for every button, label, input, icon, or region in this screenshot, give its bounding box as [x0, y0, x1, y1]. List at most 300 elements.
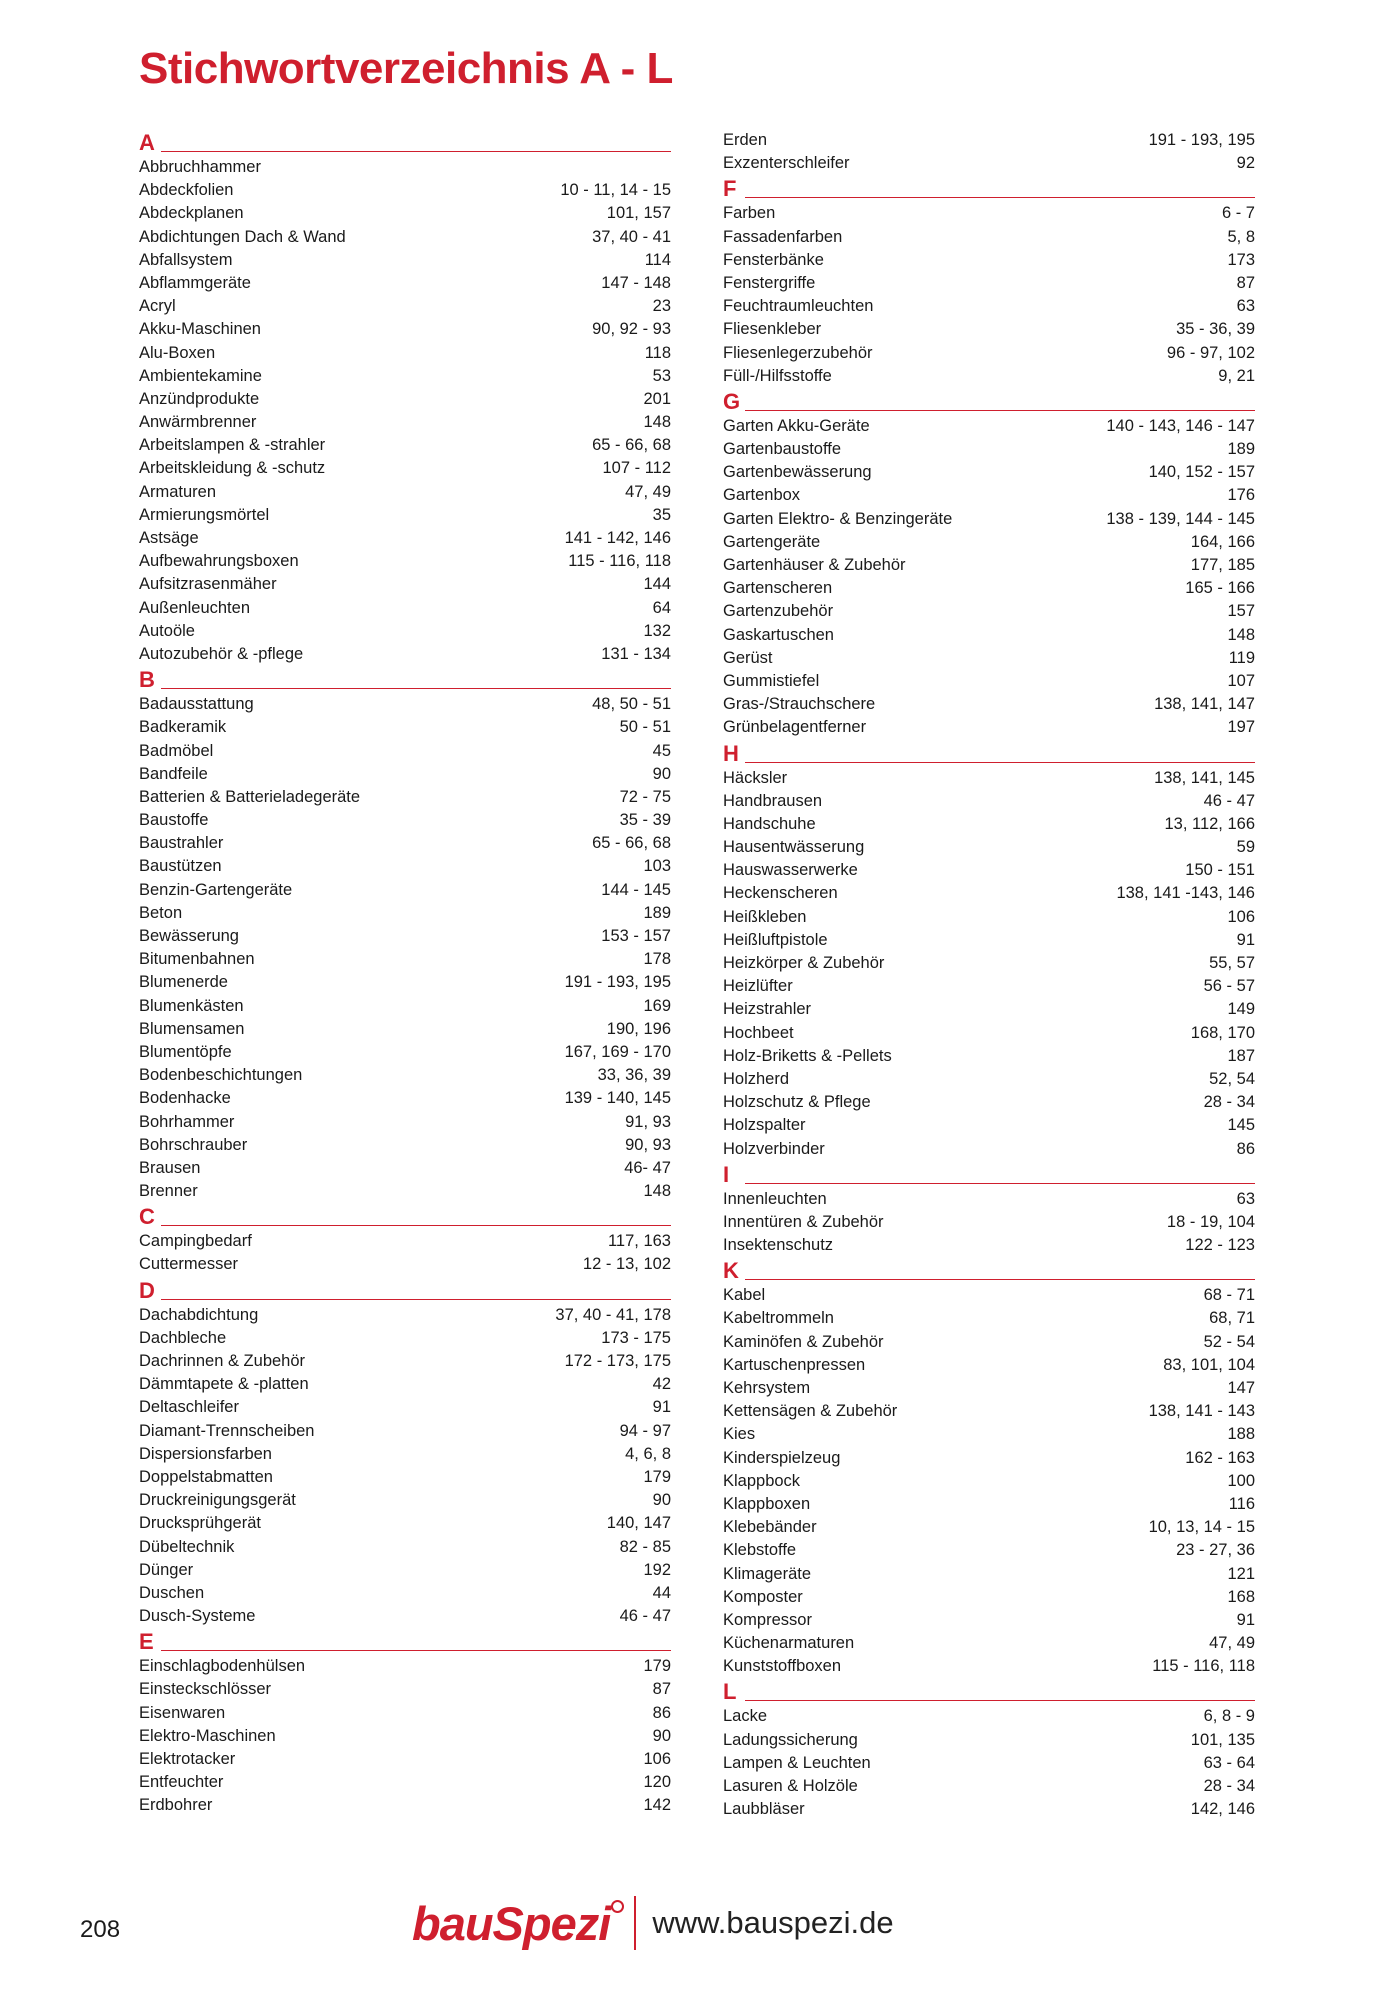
index-entry — [723, 1045, 1255, 1068]
section-header-g — [723, 388, 1255, 413]
index-pages: 23 — [652, 297, 671, 316]
index-pages: 148 — [643, 413, 671, 432]
index-entry — [139, 1134, 671, 1157]
index-pages: 145 — [1227, 1116, 1255, 1135]
index-term: Acryl — [139, 297, 176, 316]
index-pages: 187 — [1227, 1046, 1255, 1065]
index-pages: 179 — [643, 1657, 671, 1676]
index-pages: 35 - 39 — [619, 811, 671, 830]
index-pages: 148 — [643, 1182, 671, 1201]
index-entry — [139, 295, 671, 318]
index-entry — [723, 295, 1255, 318]
index-pages: 90 — [652, 764, 671, 783]
index-pages: 189 — [643, 903, 671, 922]
index-term: Bodenhacke — [139, 1089, 231, 1108]
index-entry — [139, 716, 671, 739]
index-term: Bitumenbahnen — [139, 950, 255, 969]
index-pages: 68, 71 — [1209, 1309, 1255, 1328]
index-entry — [139, 902, 671, 925]
index-entry — [723, 1068, 1255, 1091]
index-entry — [139, 1489, 671, 1512]
index-term: Autozubehör & -pflege — [139, 644, 304, 663]
index-entry — [723, 952, 1255, 975]
index-entry — [723, 624, 1255, 647]
index-pages: 147 - 148 — [601, 273, 671, 292]
index-term: Kinderspielzeug — [723, 1448, 841, 1467]
index-pages: 91 — [1236, 1610, 1255, 1629]
index-pages: 106 — [643, 1750, 671, 1768]
index-pages: 139 - 140, 145 — [564, 1089, 671, 1108]
index-entry — [723, 318, 1255, 341]
index-term: Abflammgeräte — [139, 273, 251, 292]
index-term: Gaskartuschen — [723, 625, 834, 644]
index-pages: 168 — [1227, 1587, 1255, 1606]
brand-url: www.bauspezi.de — [652, 1905, 894, 1940]
index-entry — [139, 1018, 671, 1041]
index-term: Arbeitskleidung & -schutz — [139, 459, 326, 478]
index-term: Lampen & Leuchten — [723, 1753, 871, 1772]
index-entry — [139, 643, 671, 666]
index-pages: 122 - 123 — [1185, 1236, 1255, 1255]
index-pages: 140, 152 - 157 — [1148, 463, 1255, 482]
index-term: Kies — [723, 1425, 756, 1444]
index-entry — [723, 1377, 1255, 1400]
index-pages: 121 — [1227, 1564, 1255, 1583]
index-term: Kettensägen & Zubehör — [723, 1402, 898, 1421]
index-entry — [139, 226, 671, 249]
section-letter: D — [139, 1277, 155, 1303]
index-pages: 116 — [1228, 1494, 1255, 1513]
index-term: Erden — [723, 131, 768, 149]
index-term: Bandfeile — [139, 764, 208, 783]
index-term: Ladungssicherung — [723, 1730, 858, 1749]
index-entry — [723, 813, 1255, 836]
index-entry — [723, 1091, 1255, 1114]
index-pages: 103 — [643, 857, 671, 876]
index-term: Abdeckplanen — [139, 204, 244, 223]
index-entry — [139, 1087, 671, 1110]
index-term: Diamant-Trennscheiben — [139, 1421, 315, 1440]
section-letter: E — [139, 1629, 154, 1655]
index-pages: 140 - 143, 146 - 147 — [1106, 416, 1255, 435]
index-term: Dispersionsfarben — [139, 1444, 272, 1463]
index-pages: 46 - 47 — [619, 1607, 671, 1626]
index-term: Kartuschenpressen — [723, 1355, 866, 1374]
index-term: Akku-Maschinen — [139, 320, 261, 339]
index-term: Fenstergriffe — [723, 273, 816, 292]
index-pages: 191 - 193, 195 — [1148, 131, 1255, 149]
index-term: Gartengeräte — [723, 532, 821, 551]
index-entry — [723, 1752, 1255, 1775]
index-entry — [139, 1466, 671, 1489]
index-pages: 37, 40 - 41 — [592, 227, 671, 246]
index-pages: 138, 141, 145 — [1154, 768, 1255, 787]
section-letter: B — [139, 667, 155, 693]
index-pages: 82 - 85 — [619, 1537, 671, 1556]
index-term: Elektrotacker — [139, 1750, 236, 1768]
index-column-right — [723, 129, 1255, 1821]
index-pages: 28 - 34 — [1203, 1777, 1255, 1795]
index-entry — [139, 411, 671, 434]
section-divider — [745, 197, 1255, 198]
index-term: Bohrschrauber — [139, 1135, 248, 1154]
index-pages: 86 — [1236, 1139, 1255, 1158]
index-term: Klimageräte — [723, 1564, 812, 1583]
index-term: Kaminöfen & Zubehör — [723, 1332, 884, 1351]
index-entry — [723, 1729, 1255, 1752]
index-term: Heizlüfter — [723, 977, 793, 996]
section-divider — [745, 1183, 1255, 1184]
index-entry — [139, 179, 671, 202]
index-entry — [723, 1705, 1255, 1728]
index-term: Aufsitzrasenmäher — [139, 575, 277, 594]
index-entry — [723, 906, 1255, 929]
index-term: Alu-Boxen — [139, 343, 216, 362]
index-pages: 142 — [643, 1796, 671, 1815]
index-pages: 157 — [1227, 602, 1255, 621]
index-pages: 138, 141, 147 — [1154, 695, 1255, 714]
index-term: Gartenbox — [723, 486, 801, 505]
index-term: Heckenscheren — [723, 884, 838, 903]
index-pages: 4, 6, 8 — [625, 1444, 671, 1463]
section-divider — [161, 1299, 671, 1300]
index-term: Insektenschutz — [723, 1236, 834, 1255]
section-header-e — [139, 1628, 671, 1653]
index-column-left — [139, 129, 671, 1818]
index-term: Fliesenkleber — [723, 320, 822, 339]
index-pages: 65 - 66, 68 — [592, 436, 671, 455]
index-entry — [139, 1702, 671, 1725]
index-pages: 5, 8 — [1227, 227, 1255, 246]
index-pages: 191 - 193, 195 — [564, 973, 671, 992]
index-entry — [139, 693, 671, 716]
index-entry — [139, 1253, 671, 1276]
index-pages: 65 - 66, 68 — [592, 834, 671, 853]
index-term: Holzverbinder — [723, 1139, 825, 1158]
index-entry — [723, 1423, 1255, 1446]
index-pages: 52, 54 — [1209, 1069, 1255, 1088]
index-pages: 90, 93 — [625, 1135, 671, 1154]
index-entry — [723, 1493, 1255, 1516]
index-entry — [723, 1609, 1255, 1632]
index-entry — [723, 767, 1255, 790]
index-pages: 72 - 75 — [619, 787, 671, 806]
logo-divider — [634, 1896, 636, 1950]
index-term: Handbrausen — [723, 791, 823, 810]
index-entry — [723, 1447, 1255, 1470]
index-entry — [139, 249, 671, 272]
index-pages: 172 - 173, 175 — [564, 1352, 671, 1370]
section-divider — [745, 1279, 1255, 1280]
index-term: Hochbeet — [723, 1023, 794, 1042]
index-term: Lasuren & Holzöle — [723, 1777, 858, 1795]
index-term: Badkeramik — [139, 718, 227, 737]
index-pages: 189 — [1227, 440, 1255, 459]
index-term: Hauswasserwerke — [723, 861, 858, 880]
index-term: Dusch-Systeme — [139, 1607, 256, 1626]
index-term: Drucksprühgerät — [139, 1514, 261, 1533]
page-number: 208 — [80, 1916, 121, 1943]
index-entry — [723, 1234, 1255, 1257]
index-entry — [723, 670, 1255, 693]
index-pages: 165 - 166 — [1185, 579, 1255, 598]
index-pages: 47, 49 — [625, 482, 671, 501]
index-entry — [723, 836, 1255, 859]
index-term: Einschlagbodenhülsen — [139, 1657, 306, 1676]
index-entry — [723, 1138, 1255, 1161]
index-pages: 53 — [652, 366, 671, 385]
index-term: Grünbelagentferner — [723, 718, 867, 737]
section-header-f — [723, 175, 1255, 200]
index-pages: 162 - 163 — [1185, 1448, 1255, 1467]
index-entry — [139, 1180, 671, 1203]
index-term: Bewässerung — [139, 927, 239, 945]
index-pages: 45 — [652, 741, 671, 760]
index-entry — [723, 249, 1255, 272]
index-term: Lacke — [723, 1707, 768, 1726]
index-term: Hausentwässerung — [723, 838, 865, 857]
index-entry — [723, 1586, 1255, 1609]
index-pages: 138, 141 - 143 — [1148, 1402, 1255, 1421]
index-term: Gartenbewässerung — [723, 463, 872, 482]
index-pages: 37, 40 - 41, 178 — [555, 1305, 671, 1324]
index-term: Fassadenfarben — [723, 227, 843, 246]
section-divider — [161, 688, 671, 689]
index-pages: 164, 166 — [1190, 532, 1255, 551]
index-term: Bodenbeschichtungen — [139, 1066, 303, 1085]
index-term: Gummistiefel — [723, 671, 820, 690]
index-term: Klappboxen — [723, 1494, 811, 1513]
index-entry — [723, 508, 1255, 531]
index-term: Kabel — [723, 1286, 766, 1305]
index-pages: 52 - 54 — [1203, 1332, 1255, 1351]
index-pages: 64 — [652, 598, 671, 617]
section-divider — [745, 410, 1255, 411]
index-pages: 55, 57 — [1209, 954, 1255, 972]
index-term: Klebstoffe — [723, 1541, 797, 1560]
index-term: Campingbedarf — [139, 1232, 252, 1251]
section-divider — [745, 1700, 1255, 1701]
index-term: Heizkörper & Zubehör — [723, 954, 885, 972]
index-pages: 188 — [1227, 1425, 1255, 1444]
index-entry — [139, 740, 671, 763]
index-term: Anzündprodukte — [139, 389, 260, 408]
section-divider — [745, 762, 1255, 763]
index-pages: 120 — [643, 1773, 671, 1792]
index-entry — [139, 948, 671, 971]
index-entry — [139, 1512, 671, 1535]
section-header-l — [723, 1678, 1255, 1703]
index-entry — [723, 129, 1255, 152]
index-term: Garten Elektro- & Benzingeräte — [723, 509, 953, 528]
index-pages: 173 - 175 — [601, 1328, 671, 1347]
index-entry — [139, 832, 671, 855]
index-entry — [139, 1064, 671, 1087]
index-pages: 59 — [1236, 838, 1255, 857]
index-entry — [723, 1188, 1255, 1211]
index-entry — [723, 461, 1255, 484]
index-entry — [723, 1798, 1255, 1821]
index-entry — [139, 1678, 671, 1701]
index-term: Dachabdichtung — [139, 1305, 259, 1324]
index-pages: 63 — [1236, 1189, 1255, 1208]
index-entry — [139, 763, 671, 786]
index-pages: 35 — [652, 505, 671, 524]
index-term: Dämmtapete & -platten — [139, 1375, 309, 1394]
index-term: Cuttermesser — [139, 1255, 239, 1274]
brand-logo — [412, 1896, 610, 1951]
index-term: Duschen — [139, 1583, 205, 1602]
index-term: Ambientekamine — [139, 366, 262, 385]
index-pages: 94 - 97 — [619, 1421, 671, 1440]
index-entry — [139, 1771, 671, 1794]
index-pages: 117, 163 — [607, 1232, 671, 1251]
index-entry — [139, 1111, 671, 1134]
index-pages: 91 — [1236, 930, 1255, 949]
index-term: Laubbläser — [723, 1800, 805, 1819]
index-term: Handschuhe — [723, 814, 816, 833]
index-pages: 56 - 57 — [1203, 977, 1255, 996]
index-entry — [139, 365, 671, 388]
section-header-c — [139, 1203, 671, 1228]
index-term: Abdichtungen Dach & Wand — [139, 227, 346, 246]
index-pages: 10, 13, 14 - 15 — [1148, 1518, 1255, 1537]
page-title: Stichwortverzeichnis A - L — [139, 44, 673, 93]
index-pages: 173 — [1227, 250, 1255, 269]
index-pages: 48, 50 - 51 — [592, 695, 671, 714]
index-term: Komposter — [723, 1587, 803, 1606]
section-letter: I — [723, 1161, 730, 1187]
index-entry — [723, 929, 1255, 952]
section-header-b — [139, 666, 671, 691]
index-term: Astsäge — [139, 529, 199, 547]
index-entry — [723, 1516, 1255, 1539]
index-entry — [139, 925, 671, 948]
index-term: Füll-/Hilfsstoffe — [723, 366, 832, 385]
section-letter: G — [723, 388, 741, 414]
index-pages: 28 - 34 — [1203, 1093, 1255, 1112]
index-entry — [139, 1350, 671, 1373]
index-pages: 46 - 47 — [1203, 791, 1255, 810]
index-pages: 6, 8 - 9 — [1203, 1707, 1255, 1726]
index-pages: 10 - 11, 14 - 15 — [560, 181, 671, 200]
index-term: Küchenarmaturen — [723, 1634, 855, 1653]
section-header-k — [723, 1257, 1255, 1282]
index-entry — [723, 1563, 1255, 1586]
index-term: Kompressor — [723, 1610, 812, 1629]
section-header-i — [723, 1161, 1255, 1186]
index-entry — [723, 1114, 1255, 1137]
index-term: Häcksler — [723, 768, 788, 787]
index-pages: 9, 21 — [1218, 366, 1255, 385]
index-term: Gerüst — [723, 648, 773, 667]
index-term: Exzenterschleifer — [723, 154, 850, 173]
index-pages: 132 — [643, 621, 671, 640]
index-entry — [723, 859, 1255, 882]
index-entry — [723, 1400, 1255, 1423]
index-pages: 50 - 51 — [619, 718, 671, 737]
index-pages: 96 - 97, 102 — [1166, 343, 1255, 362]
index-term: Blumensamen — [139, 1019, 245, 1038]
index-term: Einsteckschlösser — [139, 1680, 272, 1699]
index-term: Gartenbaustoffe — [723, 440, 842, 459]
index-entry — [139, 971, 671, 994]
index-term: Garten Akku-Geräte — [723, 416, 870, 435]
section-header-h — [723, 740, 1255, 765]
index-entry — [723, 484, 1255, 507]
section-divider — [161, 1225, 671, 1226]
index-pages: 90, 92 - 93 — [592, 320, 671, 339]
index-term: Badmöbel — [139, 741, 214, 760]
index-entry — [139, 388, 671, 411]
index-entry — [139, 879, 671, 902]
index-entry — [723, 1022, 1255, 1045]
index-term: Farben — [723, 204, 776, 223]
index-pages: 176 — [1227, 486, 1255, 505]
index-term: Abbruchhammer — [139, 158, 261, 176]
brand-footer — [412, 1893, 894, 1953]
index-pages: 144 — [643, 575, 671, 594]
index-term: Autoöle — [139, 621, 195, 640]
index-entry — [139, 504, 671, 527]
index-pages: 167, 169 - 170 — [564, 1042, 671, 1061]
index-pages: 192 — [643, 1560, 671, 1579]
section-header-d — [139, 1277, 671, 1302]
index-pages: 101, 157 — [606, 204, 671, 223]
index-entry — [723, 647, 1255, 670]
index-pages: 178 — [643, 950, 671, 969]
index-term: Gartenhäuser & Zubehör — [723, 556, 906, 574]
index-pages: 86 — [652, 1703, 671, 1722]
index-entry — [139, 1559, 671, 1582]
index-term: Brenner — [139, 1182, 198, 1201]
index-term: Armierungsmörtel — [139, 505, 270, 524]
index-pages: 179 — [643, 1467, 671, 1486]
index-entry — [723, 365, 1255, 388]
index-entry — [139, 1536, 671, 1559]
index-pages: 190, 196 — [606, 1019, 671, 1038]
index-pages: 201 — [643, 389, 671, 408]
index-entry — [139, 156, 671, 179]
index-entry — [139, 1157, 671, 1180]
index-pages: 87 — [1236, 273, 1255, 292]
index-pages: 150 - 151 — [1185, 861, 1255, 880]
index-term: Erdbohrer — [139, 1796, 213, 1815]
index-term: Dachrinnen & Zubehör — [139, 1352, 306, 1370]
index-pages: 46- 47 — [624, 1158, 671, 1177]
index-entry — [139, 1725, 671, 1748]
logo-ring-icon — [611, 1900, 624, 1913]
index-entry — [139, 1041, 671, 1064]
index-pages: 148 — [1227, 625, 1255, 644]
index-pages: 107 — [1227, 671, 1255, 690]
index-term: Abfallsystem — [139, 250, 233, 269]
index-term: Baustützen — [139, 857, 222, 876]
index-entry — [723, 1307, 1255, 1330]
index-entry — [723, 531, 1255, 554]
index-entry — [139, 573, 671, 596]
index-entry — [139, 457, 671, 480]
index-entry — [139, 995, 671, 1018]
index-entry — [139, 855, 671, 878]
index-pages: 197 — [1227, 718, 1255, 737]
index-term: Feuchtraumleuchten — [723, 297, 874, 316]
index-entry — [139, 1396, 671, 1419]
index-term: Blumenkästen — [139, 996, 244, 1015]
index-pages: 142, 146 — [1190, 1800, 1255, 1819]
index-pages: 42 — [652, 1375, 671, 1394]
index-pages: 140, 147 — [606, 1514, 671, 1533]
